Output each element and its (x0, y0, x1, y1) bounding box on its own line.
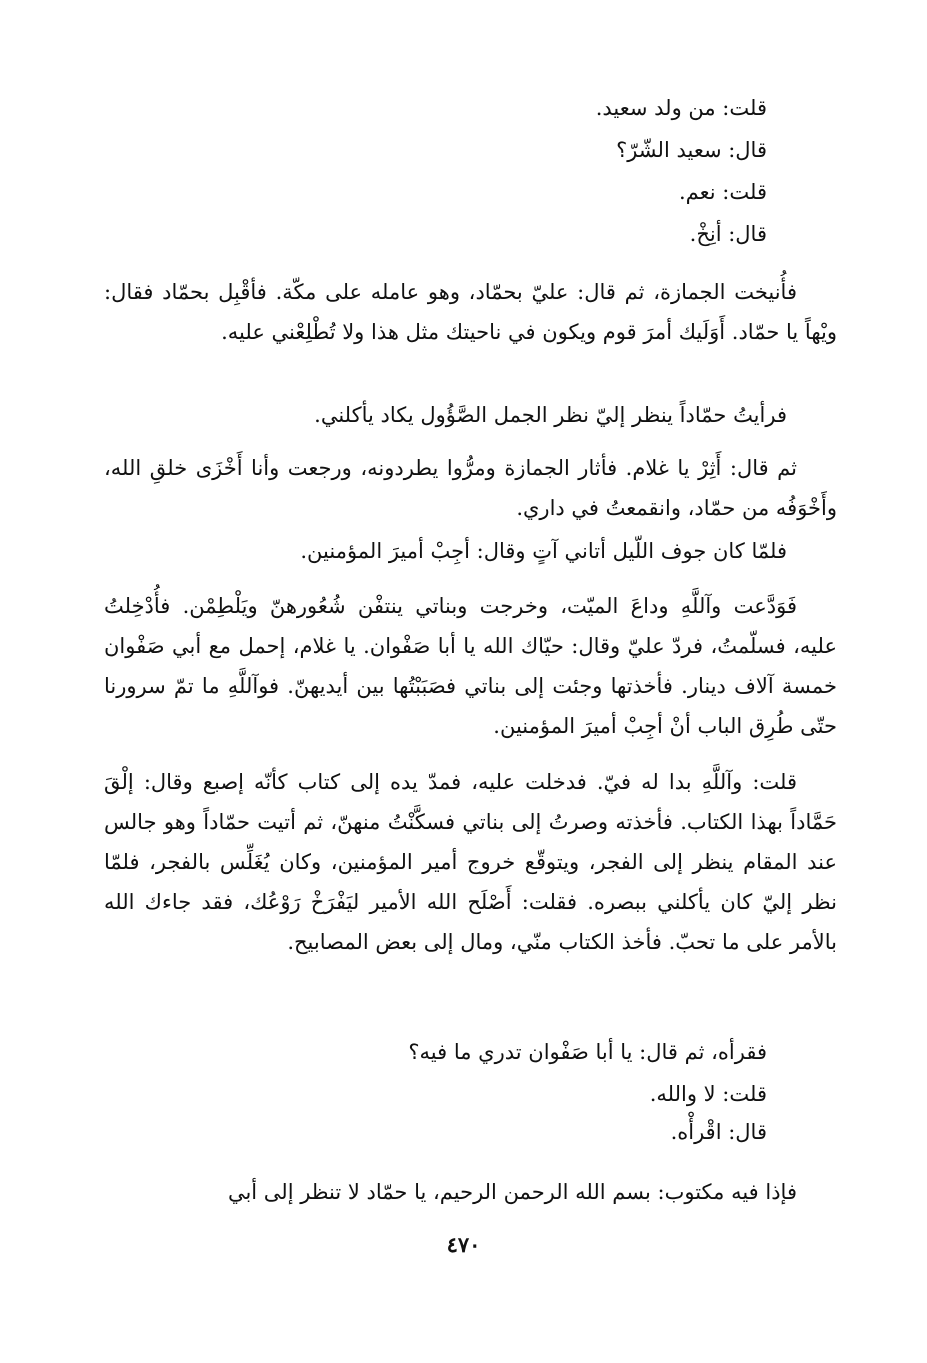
paragraph: فرأيتُ حمّاداً ينظر إليّ نظر الجمل الصَّؤُول يكاد يأكلني. (314, 403, 787, 427)
paragraph: قلت: وآللَّهِ بدا له فيّ. فدخلت عليه، فمدّ يده إلى كتاب كأنّه إصبع وقال: إلْقَ حَمَّاداً بهذا الكتاب. فأخذته وصرتُ إلى بناتي فسكَّنْتُ منهنّ، ثم أتيت حمّاداً وهو جالس عند المقام ينظر إلى الفجر، ويتوقّع خروج أمير المؤمنين، وكان يُغَلِّس بالفجر، فلمّا نظر إليّ كان يأكلني ببصره. فقلت: أَصْلَح الله الأمير ليَفْرَخْ رَوْعُك، فقد جاءك الله بالأمر على ما تحبّ. فأخذ الكتاب منّي، ومال إلى بعض المصابيح. (104, 770, 837, 954)
dialogue-line: قال: أنِخْ. (689, 222, 767, 246)
paragraph: ثم قال: أَثِرْ يا غلام. فأثار الجمازة ومرُّوا يطردونه، ورجعت وأنا أَخْزَى خلقِ الله، وأَخْوَفُه من حمّاد، وانقمعتُ في داري. (104, 456, 837, 520)
paragraph: فإذا فيه مكتوب: بسم الله الرحمن الرحيم، يا حمّاد لا تنظر إلى أبي (227, 1180, 797, 1204)
dialogue-line: قال: اقْرأْه. (670, 1120, 767, 1144)
paragraph: فأُنيخت الجمازة، ثم قال: عليّ بحمّاد، وهو عامله على مكّة. فأقْبِل بحمّاد فقال: ويْهاً يا حمّاد. أَوَلَيك أمرَ قوم ويكون في ناحيتك مثل هذا ولا تُطْلِعْني عليه. (104, 280, 837, 344)
paragraph: فلمّا كان جوف اللّيل أتاني آتٍ وقال: أجِبْ أميرَ المؤمنين. (300, 539, 787, 563)
dialogue-line: قلت: لا والله. (649, 1082, 767, 1106)
dialogue-line: قلت: من ولد سعيد. (595, 96, 767, 120)
page-number: ٤٧٠ (446, 1232, 481, 1257)
paragraph: فَوَدَّعت وآللَّهِ وداعَ الميّت، وخرجت وبناتي ينتفْن شُعُورهنّ ويَلْطِمْن. فأُدْخِلتُ عليه، فسلّمتُ، فردّ عليّ وقال: حيّاك الله يا أبا صَفْوان. يا غلام، إحمل مع أبي صَفْوان خمسة آلاف دينار. فأخذتها وجئت إلى بناتي فصَبَبْتُها بين أيديهنّ. فوآللَّهِ ما تمّ سرورنا حتّى طُرِق الباب أنْ أجِبْ أميرَ المؤمنين. (104, 594, 837, 738)
dialogue-line: قلت: نعم. (679, 180, 767, 204)
dialogue-line: فقرأه، ثم قال: يا أبا صَفْوان تدري ما فيه؟ (408, 1040, 767, 1064)
dialogue-line: قال: سعيد الشّرّ؟ (616, 138, 767, 162)
